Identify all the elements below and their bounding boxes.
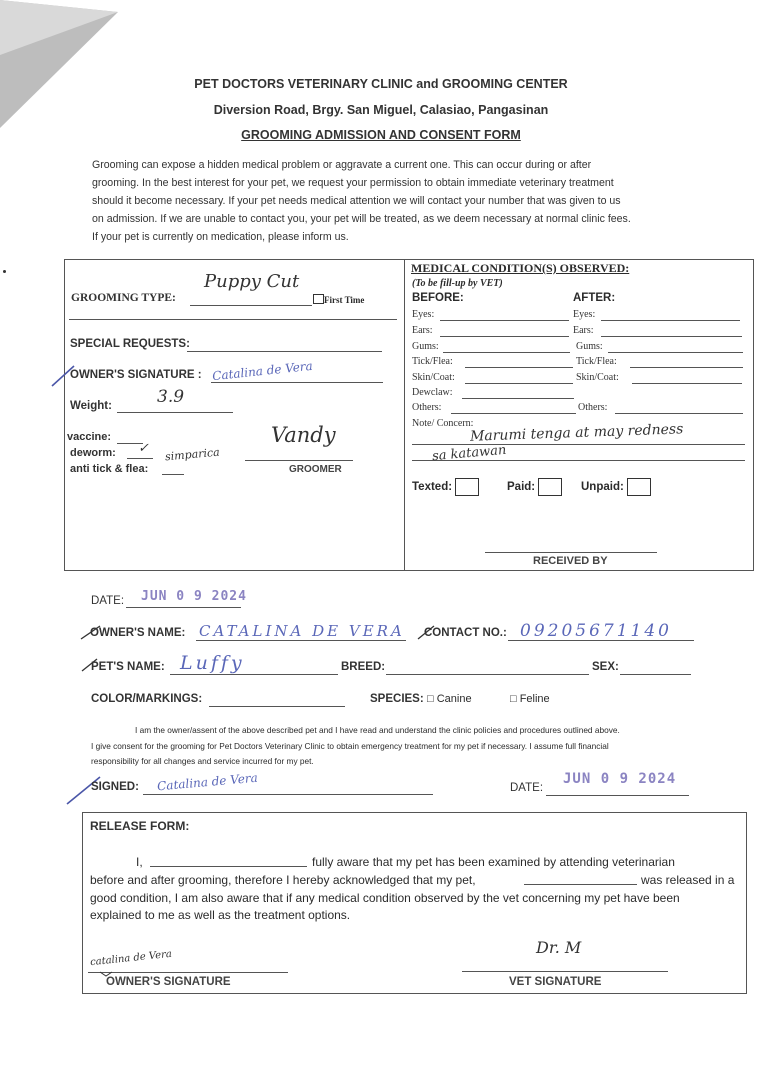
consent-line-3: responsibility for all changes and service incurred for my pet.	[91, 756, 314, 766]
unpaid-label	[581, 478, 651, 496]
vet-signature-label: VET SIGNATURE	[509, 976, 602, 988]
before-gums-label: Gums:	[412, 341, 439, 352]
after-skincoat-line[interactable]	[632, 383, 742, 384]
antitick-line[interactable]	[162, 474, 184, 475]
dewclaw-label: Dewclaw:	[412, 387, 453, 398]
release-line-3: good condition, I am also aware that if any medical condition observed by the vet concerning my pet have been	[90, 891, 680, 905]
contact-label: CONTACT NO.:	[424, 627, 507, 639]
before-ears-label: Ears:	[412, 325, 433, 336]
before-others-line[interactable]	[451, 413, 576, 414]
after-eyes-label: Eyes:	[573, 309, 596, 320]
special-requests-label: SPECIAL REQUESTS:	[70, 338, 190, 350]
before-tickflea-label: Tick/Flea:	[412, 356, 453, 367]
signed-label: SIGNED:	[91, 781, 139, 793]
vaccine-label: vaccine:	[67, 431, 112, 443]
owner-signature-line[interactable]	[211, 382, 383, 383]
release-pet-line[interactable]	[524, 884, 637, 885]
canine-option[interactable]: □ Canine	[427, 693, 472, 705]
after-tickflea-line[interactable]	[630, 367, 743, 368]
groomer-line[interactable]	[245, 460, 353, 461]
release-line-1b: fully aware that my pet has been examined by attending veterinarian	[312, 855, 675, 869]
texted-label	[412, 478, 479, 496]
groomer-label: GROOMER	[289, 464, 342, 475]
vet-signature-value: Dr. M	[536, 938, 582, 957]
unpaid-label-text: Unpaid:	[581, 481, 624, 494]
owner-signature-value: Catalina de Vera	[211, 358, 314, 384]
deworm-label: deworm:	[70, 447, 116, 459]
intro-line: on admission. If we are unable to contact you, your pet will be treated, as we deem necessary at normal clinic fees.	[92, 213, 631, 225]
owner-name-label: OWNER'S NAME:	[90, 627, 186, 639]
release-owner-signature-line[interactable]	[88, 972, 288, 973]
signed-value: Catalina de Vera	[156, 770, 259, 794]
before-tickflea-line[interactable]	[465, 367, 573, 368]
grooming-medical-box	[64, 259, 754, 571]
after-ears-label: Ears:	[573, 325, 594, 336]
intro-line: If your pet is currently on medication, please inform us.	[92, 231, 349, 243]
pet-name-value: Luffy	[180, 652, 245, 674]
after-skincoat-label: Skin/Coat:	[576, 372, 619, 383]
release-name-line[interactable]	[150, 866, 307, 867]
release-line-2a: before and after grooming, therefore I hereby acknowledged that my pet,	[90, 873, 476, 887]
medical-subtitle: (To be fill-up by VET)	[412, 278, 503, 289]
before-skincoat-label: Skin/Coat:	[412, 372, 455, 383]
grooming-type-value: Puppy Cut	[204, 271, 300, 292]
clinic-address: Diversion Road, Brgy. San Miguel, Calasiao, Pangasinan	[213, 103, 549, 117]
paid-checkbox[interactable]	[538, 478, 562, 496]
contact-value: 09205671140	[520, 621, 672, 641]
grooming-extra-line	[69, 319, 397, 320]
clinic-name: PET DOCTORS VETERINARY CLINIC and GROOMING CENTER	[194, 77, 568, 91]
owner-name-line[interactable]	[196, 640, 406, 641]
unpaid-checkbox[interactable]	[627, 478, 651, 496]
note-value-2: sa katawan	[431, 442, 507, 465]
intro-line: should it become necessary. If your pet needs medical attention we will contact your number that was given to us	[92, 195, 621, 207]
before-gums-line[interactable]	[443, 352, 570, 353]
pet-name-label: PET'S NAME:	[91, 661, 165, 673]
pet-name-line[interactable]	[170, 674, 338, 675]
release-owner-signature-value: catalina de Vera	[89, 948, 173, 969]
intro-line: grooming. In the best interest for your pet, we request your permission to obtain immediate veterinary treatment	[92, 177, 614, 189]
after-gums-line[interactable]	[608, 352, 743, 353]
feline-option[interactable]: □ Feline	[510, 693, 550, 705]
first-time-label: First Time	[324, 295, 365, 305]
antitick-label: anti tick & flea:	[70, 463, 149, 475]
received-by-label: RECEIVED BY	[533, 555, 608, 567]
date-stamp: JUN 0 9 2024	[141, 589, 247, 604]
date-label: DATE:	[91, 595, 125, 607]
box-divider	[404, 259, 405, 571]
check-mark	[48, 362, 80, 390]
paid-label	[507, 478, 562, 496]
before-ears-line[interactable]	[440, 336, 569, 337]
received-by-line[interactable]	[485, 552, 657, 553]
scan-dot	[3, 270, 6, 273]
special-requests-line[interactable]	[187, 351, 382, 352]
weight-label: Weight:	[70, 400, 112, 412]
before-label: BEFORE:	[412, 292, 464, 304]
medical-title: MEDICAL CONDITION(S) OBSERVED:	[411, 261, 630, 275]
weight-line[interactable]	[117, 412, 233, 413]
note-line-1[interactable]	[412, 444, 745, 445]
signed-line[interactable]	[143, 794, 433, 795]
intro-line: Grooming can expose a hidden medical problem or aggravate a current one. This can occur during or after	[92, 159, 592, 171]
before-eyes-line[interactable]	[440, 320, 569, 321]
consent-line-1: I am the owner/assent of the above described pet and I have read and understand the clinic policies and procedures outlined above.	[135, 725, 620, 735]
consent-line-2: I give consent for the grooming for Pet Doctors Veterinary Clinic to obtain emergency treatment for my pet if necessary. I assume full financial	[91, 741, 609, 751]
deworm-value: simparica	[164, 445, 221, 464]
species-label: SPECIES:	[370, 693, 424, 705]
release-line-2b: was released in a	[641, 873, 735, 887]
sex-label: SEX:	[592, 661, 619, 673]
dewclaw-line[interactable]	[462, 398, 574, 399]
breed-line[interactable]	[386, 674, 589, 675]
color-label: COLOR/MARKINGS:	[91, 693, 203, 705]
release-line-4: explained to me as well as the treatment options.	[90, 908, 351, 922]
release-title: RELEASE FORM:	[90, 819, 190, 833]
consent-date-stamp: JUN 0 9 2024	[563, 771, 677, 787]
release-owner-signature-label: OWNER'S SIGNATURE	[106, 976, 231, 988]
breed-label: BREED:	[341, 661, 386, 673]
owner-signature-label: OWNER'S SIGNATURE :	[70, 369, 202, 381]
color-line[interactable]	[209, 706, 345, 707]
after-ears-line[interactable]	[601, 336, 742, 337]
before-skincoat-line[interactable]	[465, 383, 573, 384]
sex-line[interactable]	[620, 674, 691, 675]
vet-signature-line[interactable]	[462, 971, 668, 972]
release-line-1a: I,	[136, 855, 143, 869]
deworm-line[interactable]	[127, 458, 153, 459]
after-others-label: Others:	[578, 402, 608, 413]
weight-value: 3.9	[157, 387, 185, 407]
note-value-1: Marumi tenga at may redness	[469, 421, 684, 445]
groomer-name: Vandy	[271, 423, 336, 447]
owner-name-value: CATALINA DE VERA	[199, 622, 405, 640]
after-others-line[interactable]	[615, 413, 743, 414]
consent-date-line[interactable]	[546, 795, 689, 796]
after-gums-label: Gums:	[576, 341, 603, 352]
before-eyes-label: Eyes:	[412, 309, 435, 320]
texted-checkbox[interactable]	[455, 478, 479, 496]
form-title: GROOMING ADMISSION AND CONSENT FORM	[241, 128, 521, 142]
grooming-type-line[interactable]	[190, 305, 312, 306]
note-label: Note/ Concern:	[412, 418, 474, 429]
consent-date-label: DATE:	[510, 782, 544, 794]
texted-label-text: Texted:	[412, 481, 453, 494]
first-time-checkbox[interactable]	[313, 294, 324, 304]
after-eyes-line[interactable]	[601, 320, 740, 321]
after-tickflea-label: Tick/Flea:	[576, 356, 617, 367]
deworm-check: ✓	[138, 441, 149, 456]
before-others-label: Others:	[412, 402, 442, 413]
grooming-type-label: GROOMING TYPE:	[71, 292, 176, 304]
after-label: AFTER:	[573, 292, 616, 304]
date-line[interactable]	[126, 607, 241, 608]
paid-label-text: Paid:	[507, 481, 536, 494]
